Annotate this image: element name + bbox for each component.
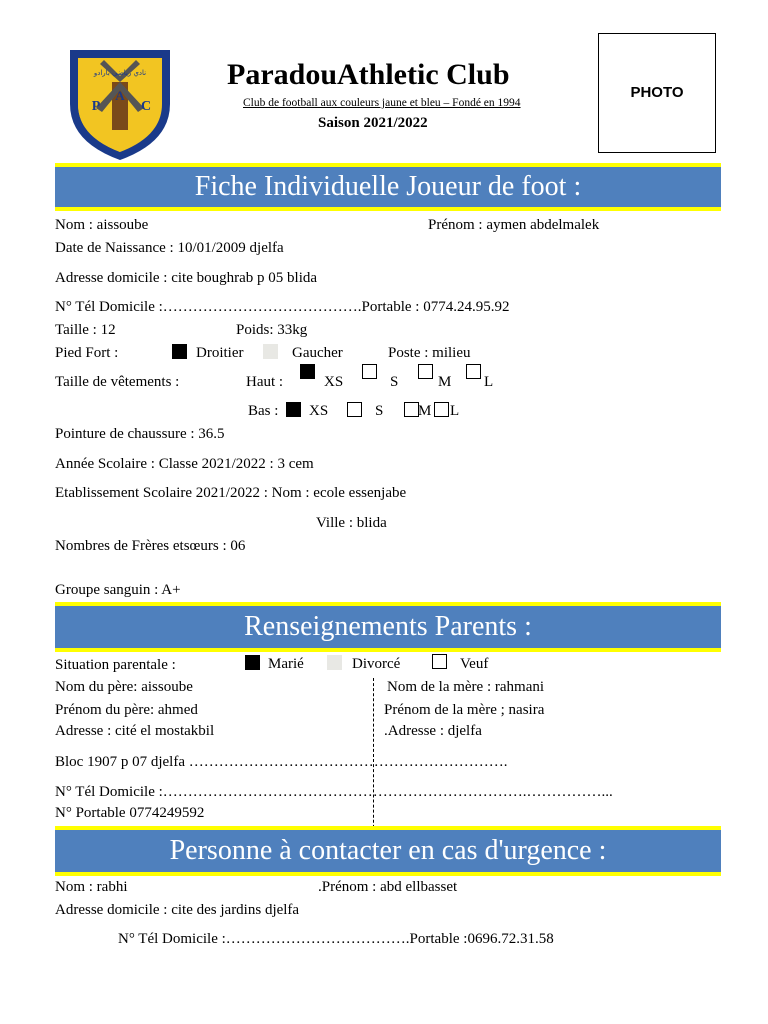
season: Saison 2021/2022 <box>318 115 428 131</box>
haut-xs-label: XS <box>324 374 344 390</box>
prenom-pere: Prénom du père: ahmed <box>55 702 198 718</box>
divorce-label: Divorcé <box>352 656 401 672</box>
bas-m-checkbox[interactable] <box>404 402 419 417</box>
section-banner-player <box>55 163 721 211</box>
bas-label: Bas : <box>248 403 279 419</box>
prenom-mere: Prénom de la mère ; nasira <box>384 702 545 718</box>
player-adresse: Adresse domicile : cite boughrab p 05 blida <box>55 270 318 286</box>
urgence-nom: Nom : rabhi <box>55 879 128 895</box>
club-name: ParadouAthletic Club <box>227 58 510 91</box>
bas-xs-checkbox[interactable] <box>286 402 301 417</box>
nom-pere: Nom du père: aissoube <box>55 679 193 695</box>
pointure: Pointure de chaussure : 36.5 <box>55 426 225 442</box>
vetements-label: Taille de vêtements : <box>55 374 180 390</box>
urgence-adresse: Adresse domicile : cite des jardins djelfa <box>55 902 300 918</box>
player-poids: Poids: 33kg <box>236 322 308 338</box>
haut-label: Haut : <box>246 374 284 390</box>
urgence-tel: N° Tél Domicile :……………………………….Portable :0696.72.31.58 <box>118 931 554 947</box>
annee-scolaire: Année Scolaire : Classe 2021/2022 : 3 cem <box>55 456 314 472</box>
parents-portable: N° Portable 0774249592 <box>55 805 205 821</box>
haut-l-checkbox[interactable] <box>466 364 481 379</box>
section-title-parents: Renseignements Parents : <box>244 611 532 642</box>
ville: Ville : blida <box>316 515 387 531</box>
urgence-prenom: .Prénom : abd ellbasset <box>318 879 458 895</box>
player-nom: Nom : aissoube <box>55 217 149 233</box>
photo-box[interactable] <box>598 33 716 153</box>
bloc-adresse: Bloc 1907 p 07 djelfa ………………………………………………………. <box>55 754 508 770</box>
section-title-emergency: Personne à contacter en cas d'urgence : <box>169 835 607 866</box>
bas-s-checkbox[interactable] <box>347 402 362 417</box>
bas-s-label: S <box>375 403 384 419</box>
svg-text:A: A <box>115 88 125 103</box>
photo-label: PHOTO <box>630 84 684 101</box>
parents-tel: N° Tél Domicile :……………………………………………………………….……………... <box>55 784 613 800</box>
section-title-player: Fiche Individuelle Joueur de foot : <box>194 171 582 202</box>
haut-s-label: S <box>390 374 399 390</box>
veuf-label: Veuf <box>460 656 489 672</box>
adresse-mere: .Adresse : djelfa <box>384 723 482 739</box>
player-tel: N° Tél Domicile :………………………………….Portable : 0774.24.95.92 <box>55 299 510 315</box>
droitier-checkbox[interactable] <box>172 344 187 359</box>
haut-xs-checkbox[interactable] <box>300 364 315 379</box>
poste: Poste : milieu <box>388 345 471 361</box>
player-naissance: Date de Naissance : 10/01/2009 djelfa <box>55 240 284 256</box>
section-banner-emergency <box>55 826 721 876</box>
bas-l-checkbox[interactable] <box>434 402 449 417</box>
svg-text:C: C <box>140 99 152 114</box>
haut-m-label: M <box>438 374 452 390</box>
veuf-checkbox[interactable] <box>432 654 447 669</box>
section-banner-parents <box>55 602 721 652</box>
adresse-pere: Adresse : cité el mostakbil <box>55 723 215 739</box>
club-logo <box>60 42 180 162</box>
pied-fort-label: Pied Fort : <box>55 345 119 361</box>
bas-xs-label: XS <box>309 403 329 419</box>
haut-l-label: L <box>484 374 494 390</box>
nom-mere: Nom de la mère : rahmani <box>387 679 545 695</box>
player-prenom: Prénom : aymen abdelmalek <box>428 217 600 233</box>
gaucher-label: Gaucher <box>292 345 343 361</box>
divorce-checkbox[interactable] <box>327 655 342 670</box>
svg-text:P: P <box>91 99 101 114</box>
haut-m-checkbox[interactable] <box>418 364 433 379</box>
droitier-label: Droitier <box>196 345 244 361</box>
bas-m-label: M <box>418 403 432 419</box>
gaucher-checkbox[interactable] <box>263 344 278 359</box>
groupe-sanguin: Groupe sanguin : A+ <box>55 582 181 598</box>
freres-soeurs: Nombres de Frères etsœurs : 06 <box>55 538 246 554</box>
club-subtitle: Club de football aux couleurs jaune et bleu – Fondé en 1994 <box>243 97 521 109</box>
player-taille: Taille : 12 <box>55 322 116 338</box>
svg-text:1994: 1994 <box>111 138 129 148</box>
svg-text:نادي رياضي بارادو: نادي رياضي بارادو <box>93 69 147 77</box>
haut-s-checkbox[interactable] <box>362 364 377 379</box>
situation-label: Situation parentale : <box>55 657 176 673</box>
bas-l-label: L <box>450 403 460 419</box>
marie-checkbox[interactable] <box>245 655 260 670</box>
marie-label: Marié <box>268 656 304 672</box>
etablissement: Etablissement Scolaire 2021/2022 : Nom : ecole essenjabe <box>55 485 407 501</box>
